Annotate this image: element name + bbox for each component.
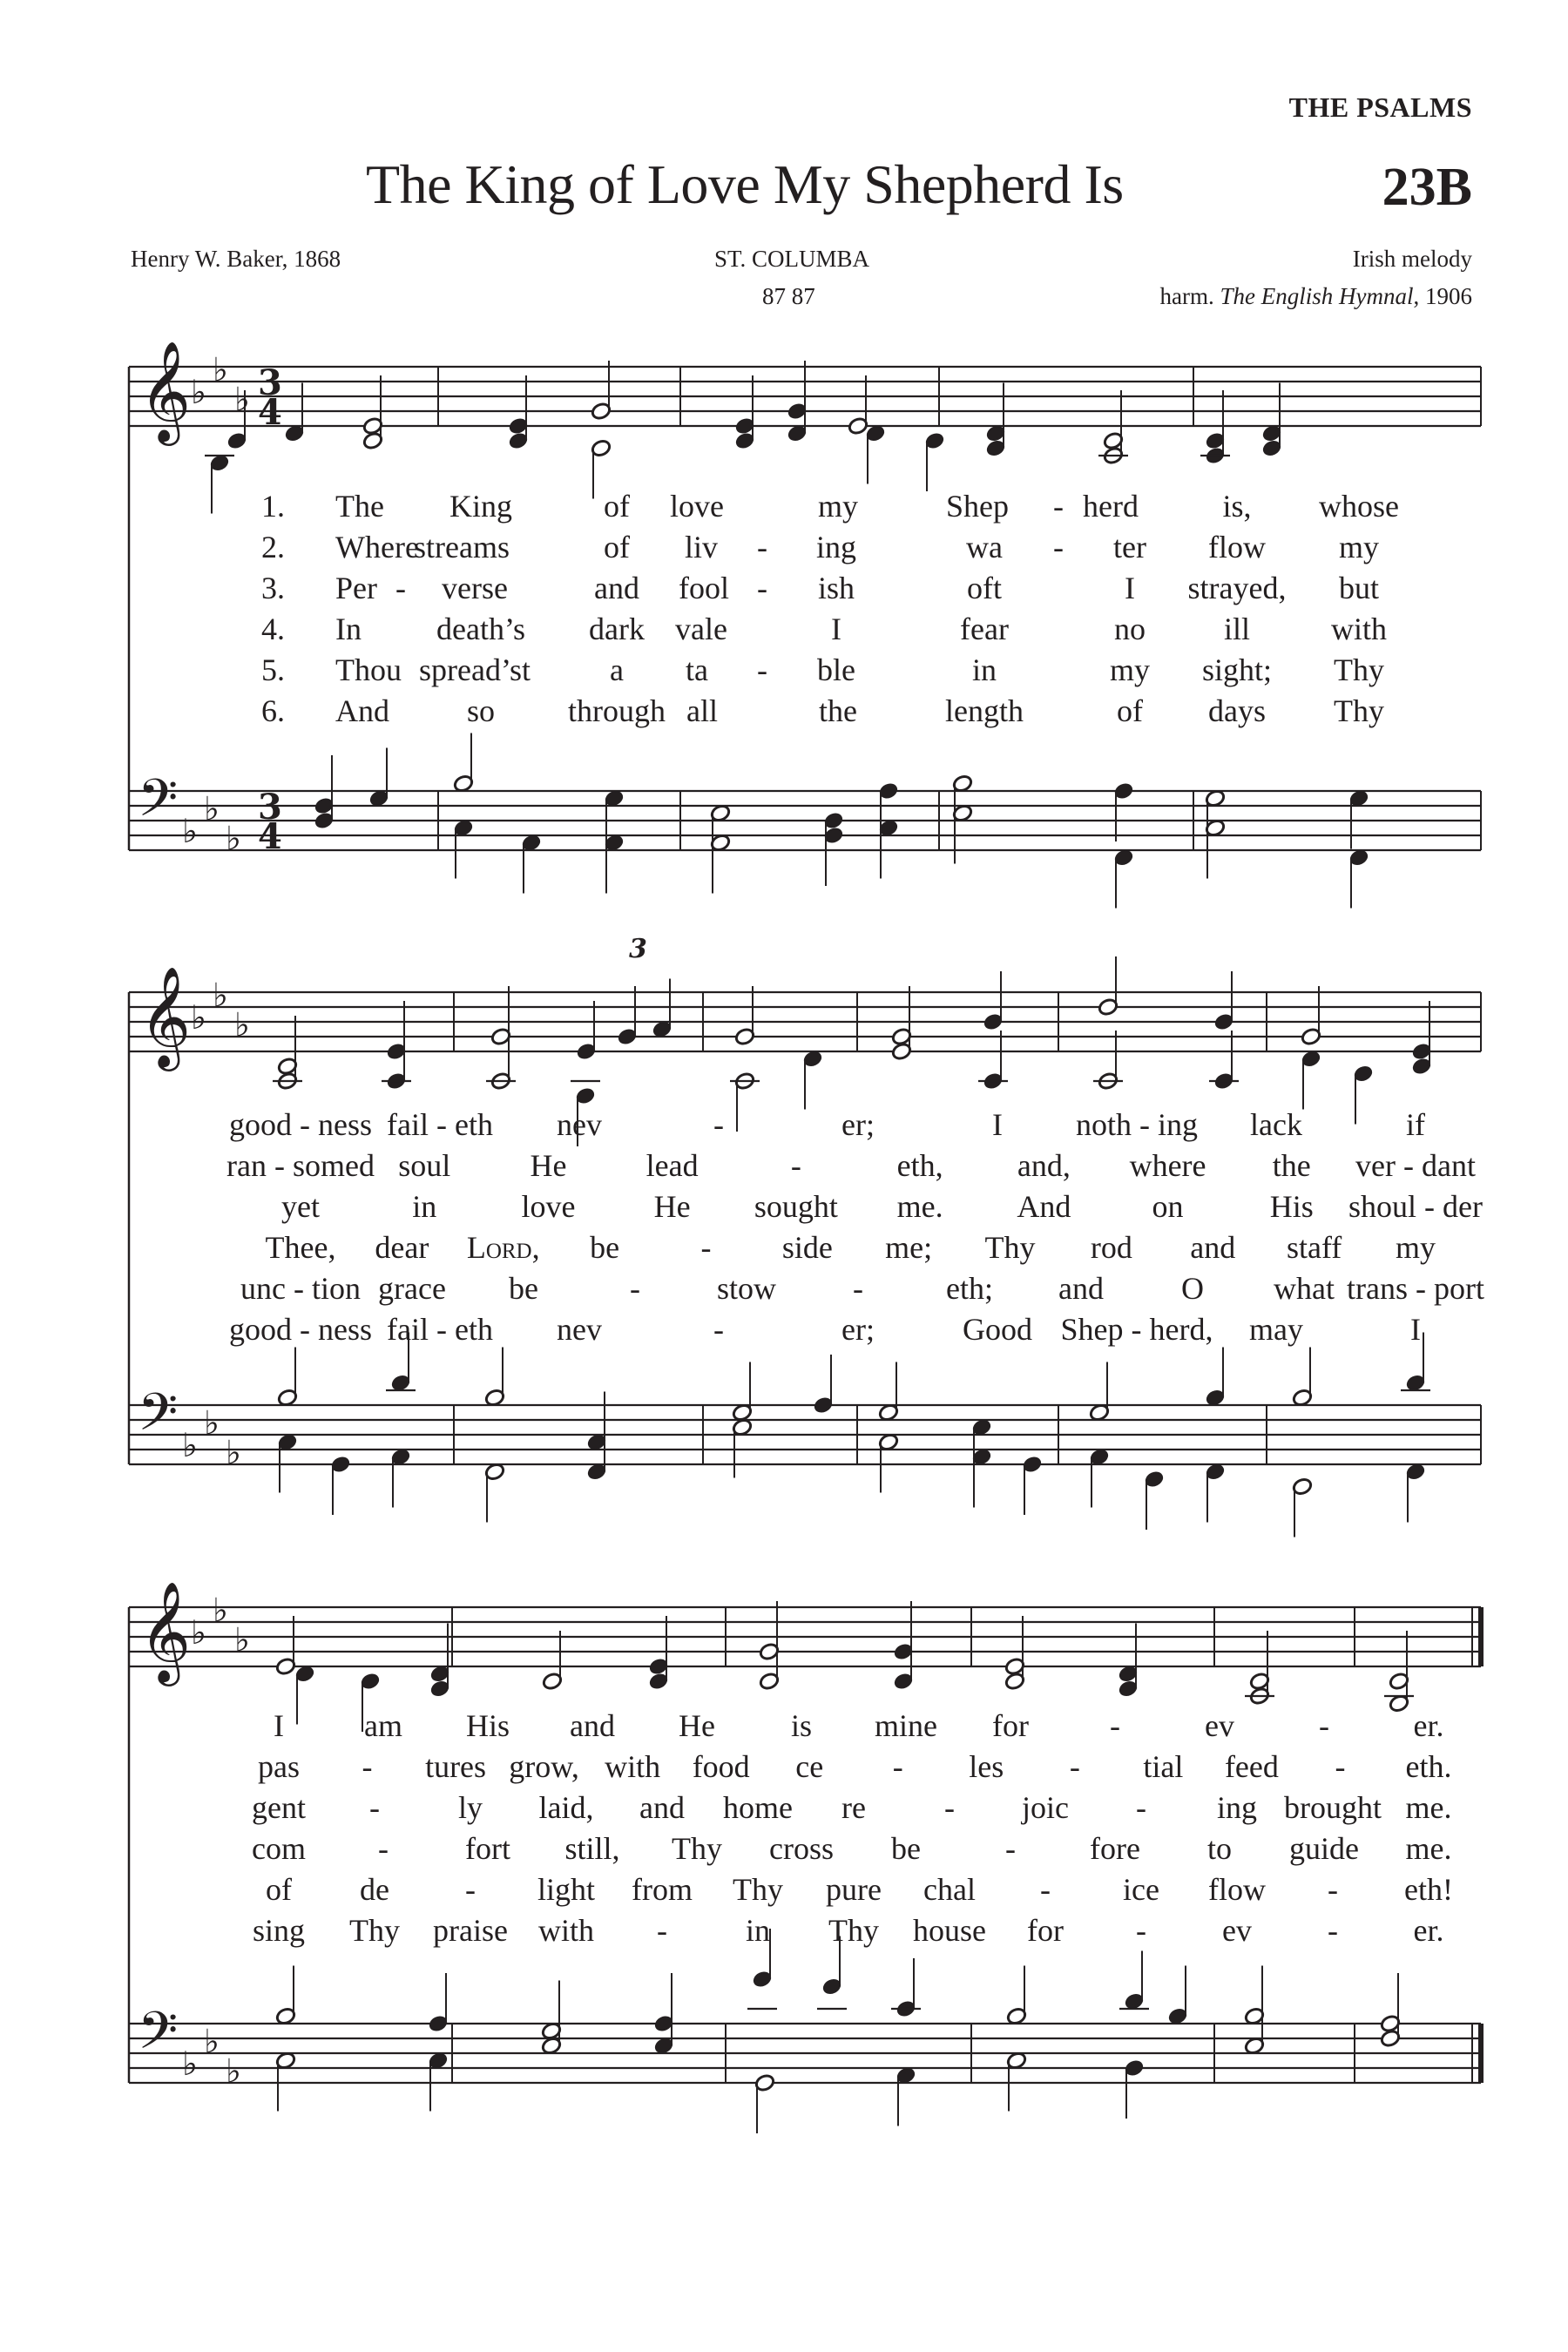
lyric-syllable: unc - tion bbox=[240, 1271, 361, 1306]
flat-icon: ♭ bbox=[182, 812, 198, 850]
text-author: Henry W. Baker, 1868 bbox=[131, 246, 341, 272]
lyric-syllable: on bbox=[1152, 1189, 1184, 1224]
lyric-syllable: eth! bbox=[1404, 1872, 1453, 1907]
time-signature: 3 bbox=[258, 787, 282, 828]
lyric-syllable: the bbox=[1272, 1148, 1311, 1183]
lyric-syllable: - bbox=[369, 1790, 380, 1825]
lyric-syllable: Thy bbox=[349, 1913, 400, 1948]
lyric-syllable: house bbox=[913, 1913, 986, 1948]
lyric-syllable: Thee, bbox=[265, 1230, 336, 1265]
lyric-syllable: ran - somed bbox=[226, 1148, 375, 1183]
lyric-syllable: stow bbox=[716, 1271, 777, 1306]
lyric-syllable: ly bbox=[457, 1790, 483, 1825]
lyric-syllable: light bbox=[537, 1872, 596, 1907]
lyric-syllable: ill bbox=[1223, 612, 1251, 646]
lyric-syllable: - bbox=[395, 571, 406, 605]
lyric-syllable: And bbox=[335, 693, 389, 728]
lyric-syllable: of bbox=[604, 530, 630, 564]
lyric-syllable: I bbox=[1125, 571, 1135, 605]
lyric-syllable: - bbox=[362, 1749, 373, 1784]
lyric-syllable: fail - eth bbox=[387, 1312, 493, 1347]
lyric-syllable: dear bbox=[375, 1230, 429, 1265]
lyric-syllable: Thy bbox=[1334, 693, 1384, 728]
lyric-syllable: and bbox=[594, 571, 639, 605]
lyric-syllable: all bbox=[686, 693, 718, 728]
flat-icon: ♭ bbox=[234, 1005, 250, 1044]
lyric-syllable: my bbox=[1338, 530, 1380, 564]
lyric-syllable: - bbox=[1005, 1831, 1016, 1866]
lyric-syllable: - bbox=[1040, 1872, 1051, 1907]
lyric-syllable: with bbox=[605, 1749, 661, 1784]
lyric-syllable: eth; bbox=[946, 1271, 993, 1306]
lyric-syllable: me. bbox=[1405, 1790, 1452, 1825]
lyric-syllable: eth. bbox=[1405, 1749, 1452, 1784]
flat-icon: ♭ bbox=[213, 1591, 228, 1630]
lyric-syllable: of bbox=[1117, 693, 1143, 728]
time-signature: 4 bbox=[258, 816, 282, 857]
lyric-syllable: of bbox=[604, 489, 630, 524]
lyric-syllable: soul bbox=[398, 1148, 451, 1183]
lyric-syllable: through bbox=[568, 693, 666, 728]
flat-icon: ♭ bbox=[182, 2044, 198, 2083]
lyric-syllable: of bbox=[266, 1872, 292, 1907]
lyric-syllable: and bbox=[639, 1790, 685, 1825]
lyric-syllable: - bbox=[892, 1749, 903, 1784]
lyric-syllable: ish bbox=[817, 571, 855, 605]
lyric-syllable: King bbox=[449, 489, 512, 524]
lyric-syllable: His bbox=[1269, 1189, 1314, 1224]
lyric-syllable: days bbox=[1208, 693, 1266, 728]
lyric-syllable: gent bbox=[252, 1790, 306, 1825]
lyric-syllable: good - ness bbox=[229, 1312, 372, 1347]
lyric-syllable: wa bbox=[966, 530, 1003, 564]
bass-clef-icon: 𝄢 bbox=[138, 2000, 179, 2073]
lyric-syllable: And bbox=[1017, 1189, 1071, 1224]
lyric-syllable: rod bbox=[1090, 1230, 1132, 1265]
lyric-syllable: and bbox=[1058, 1271, 1104, 1306]
lyric-syllable: liv bbox=[684, 530, 719, 564]
lyric-syllable: Shep bbox=[946, 489, 1009, 524]
lyric-syllable: ev bbox=[1222, 1913, 1252, 1948]
lyric-syllable: chal bbox=[923, 1872, 976, 1907]
lyric-syllable: love bbox=[521, 1189, 576, 1224]
meter: 87 87 bbox=[762, 283, 815, 309]
lyric-syllable: de bbox=[360, 1872, 389, 1907]
lyric-syllable: nev bbox=[557, 1312, 602, 1347]
lyric-syllable: and bbox=[1190, 1230, 1236, 1265]
lyric-syllable: - bbox=[700, 1230, 712, 1265]
lyric-syllable: Per bbox=[335, 571, 377, 605]
lyric-syllable: I bbox=[992, 1107, 1003, 1142]
lyric-syllable: I bbox=[274, 1708, 284, 1743]
bass-clef-icon: 𝄢 bbox=[138, 1382, 179, 1455]
flat-icon: ♭ bbox=[204, 2022, 220, 2061]
lyric-syllable: whose bbox=[1319, 489, 1399, 524]
tune-name: ST. COLUMBA bbox=[714, 246, 870, 272]
treble-clef-icon: 𝄞 bbox=[139, 340, 192, 442]
harm-prefix: harm. bbox=[1159, 283, 1220, 309]
lyric-syllable: - bbox=[790, 1148, 801, 1183]
lyric-syllable: strayed, bbox=[1187, 571, 1287, 605]
lyric-syllable: oft bbox=[967, 571, 1002, 605]
lyric-syllable: side bbox=[781, 1230, 833, 1265]
tuplet-label: 3 bbox=[629, 934, 647, 964]
lyric-syllable: if bbox=[1406, 1107, 1425, 1142]
lyric-syllable: - bbox=[657, 1913, 667, 1948]
lyric-syllable: my bbox=[1109, 652, 1151, 687]
time-signature: 4 bbox=[258, 392, 282, 433]
lyric-syllable: mine bbox=[875, 1708, 937, 1743]
lyric-syllable: pure bbox=[826, 1872, 882, 1907]
lyric-syllable: His bbox=[465, 1708, 510, 1743]
lyric-syllable: ter bbox=[1113, 530, 1146, 564]
lyric-syllable: I bbox=[831, 612, 841, 646]
lyric-syllable: Good bbox=[963, 1312, 1032, 1347]
lyric-syllable: grace bbox=[378, 1271, 446, 1306]
lyric-syllable: Lord, bbox=[466, 1230, 540, 1265]
lyric-syllable: what bbox=[1274, 1271, 1335, 1306]
lyric-syllable: herd bbox=[1083, 489, 1139, 524]
lyric-syllable: He bbox=[679, 1708, 715, 1743]
lyric-syllable: in bbox=[971, 652, 997, 687]
lyric-syllable: spread’st bbox=[419, 652, 531, 687]
lyric-syllable: and, bbox=[1017, 1148, 1071, 1183]
lyric-syllable: shoul - der bbox=[1348, 1189, 1483, 1224]
lyric-syllable: Thy bbox=[984, 1230, 1036, 1265]
lyric-syllable: in bbox=[412, 1189, 437, 1224]
lyric-syllable: grow, bbox=[509, 1749, 579, 1784]
lyric-syllable: good - ness bbox=[229, 1107, 372, 1142]
lyric-syllable: death’s bbox=[436, 612, 525, 646]
lyric-syllable: ev bbox=[1205, 1708, 1234, 1743]
lyric-syllable: - bbox=[713, 1312, 724, 1347]
lyric-syllable: - bbox=[757, 530, 767, 564]
lyric-syllable: length bbox=[945, 693, 1024, 728]
lyric-syllable: and bbox=[570, 1708, 615, 1743]
verse-number: 5. bbox=[261, 652, 285, 687]
verse-number: 1. bbox=[261, 489, 285, 524]
flat-icon: ♭ bbox=[234, 1620, 250, 1659]
verse-number: 6. bbox=[261, 693, 285, 728]
lyric-syllable: joic bbox=[1022, 1790, 1069, 1825]
lyric-syllable: - bbox=[378, 1831, 389, 1866]
lyric-syllable: - bbox=[1136, 1913, 1146, 1948]
lyric-syllable: ing bbox=[815, 530, 857, 564]
lyric-syllable: tial bbox=[1143, 1749, 1184, 1784]
lyric-syllable: - bbox=[1053, 489, 1064, 524]
lyric-syllable: me; bbox=[885, 1230, 933, 1265]
lyric-syllable: be bbox=[891, 1831, 921, 1866]
lyric-syllable: guide bbox=[1289, 1831, 1359, 1866]
flat-icon: ♭ bbox=[213, 350, 228, 389]
harm-year: , 1906 bbox=[1413, 283, 1472, 309]
time-signature: 3 bbox=[258, 362, 282, 403]
lyric-syllable: fear bbox=[960, 612, 1009, 646]
flat-icon: ♭ bbox=[191, 1613, 206, 1652]
flat-icon: ♭ bbox=[182, 1426, 198, 1464]
treble-clef-icon: 𝄞 bbox=[139, 965, 192, 1067]
lyric-syllable: The bbox=[335, 489, 384, 524]
tune-source: Irish melody bbox=[1352, 246, 1472, 272]
lyric-syllable: com bbox=[252, 1831, 306, 1866]
flat-icon: ♭ bbox=[204, 1403, 220, 1443]
lyric-syllable: fore bbox=[1090, 1831, 1140, 1866]
lyric-syllable: er; bbox=[841, 1312, 875, 1347]
lyric-syllable: me. bbox=[1405, 1831, 1452, 1866]
section-label: THE PSALMS bbox=[1288, 91, 1472, 123]
lyric-syllable: - bbox=[757, 652, 767, 687]
lyric-syllable: vale bbox=[675, 612, 727, 646]
lyric-syllable: ing bbox=[1216, 1790, 1258, 1825]
lyric-syllable: - bbox=[1069, 1749, 1080, 1784]
lyric-syllable: sing bbox=[252, 1913, 306, 1948]
lyric-syllable: er. bbox=[1413, 1708, 1444, 1743]
lyric-syllable: He bbox=[653, 1189, 691, 1224]
lyric-syllable: from bbox=[632, 1872, 693, 1907]
flat-icon: ♭ bbox=[213, 976, 228, 1015]
lyric-syllable: Thy bbox=[828, 1913, 879, 1948]
hymn-title: The King of Love My Shepherd Is bbox=[366, 153, 1124, 215]
lyric-syllable: trans - port bbox=[1347, 1271, 1484, 1306]
lyric-syllable: - bbox=[944, 1790, 955, 1825]
lyric-syllable: verse bbox=[442, 571, 508, 605]
lyric-syllable: be bbox=[590, 1230, 620, 1265]
lyric-syllable: laid, bbox=[538, 1790, 594, 1825]
lyric-syllable: pas bbox=[258, 1749, 300, 1784]
lyric-syllable: re bbox=[841, 1790, 866, 1825]
lyric-syllable: lack bbox=[1250, 1107, 1302, 1142]
lyric-syllable: ice bbox=[1123, 1872, 1159, 1907]
lyric-syllable: fool bbox=[679, 571, 729, 605]
lyric-syllable: praise bbox=[433, 1913, 508, 1948]
lyric-syllable: a bbox=[610, 652, 624, 687]
lyric-syllable: my bbox=[817, 489, 859, 524]
lyric-syllable: may bbox=[1249, 1312, 1303, 1347]
flat-icon: ♭ bbox=[191, 998, 206, 1037]
lyric-syllable: for bbox=[992, 1708, 1029, 1743]
lyric-syllable: - bbox=[1335, 1749, 1346, 1784]
lyric-syllable: for bbox=[1027, 1913, 1064, 1948]
flat-icon: ♭ bbox=[191, 373, 206, 411]
lyric-syllable: be bbox=[509, 1271, 538, 1306]
lyric-syllable: is, bbox=[1222, 489, 1252, 524]
lyric-syllable: nev bbox=[557, 1107, 602, 1142]
lyric-syllable: lead bbox=[645, 1148, 699, 1183]
bass-clef-icon: 𝄢 bbox=[138, 767, 179, 841]
lyric-syllable: Thy bbox=[672, 1831, 722, 1866]
lyric-syllable: cross bbox=[769, 1831, 834, 1866]
treble-clef-icon: 𝄞 bbox=[139, 1580, 192, 1682]
lyric-syllable: love bbox=[670, 489, 724, 524]
lyric-syllable: fail - eth bbox=[387, 1107, 493, 1142]
lyric-syllable: sight; bbox=[1201, 652, 1273, 687]
lyric-syllable: eth, bbox=[896, 1148, 943, 1183]
lyric-syllable: still, bbox=[564, 1831, 620, 1866]
lyric-syllable: In bbox=[335, 612, 362, 646]
lyric-syllable: no bbox=[1114, 612, 1146, 646]
flat-icon: ♭ bbox=[204, 789, 220, 828]
lyric-syllable: dark bbox=[589, 612, 645, 646]
lyric-syllable: - bbox=[1110, 1708, 1120, 1743]
harm-title: The English Hymnal bbox=[1220, 283, 1414, 309]
lyric-syllable: Where bbox=[335, 530, 419, 564]
lyric-syllable: - bbox=[853, 1271, 863, 1306]
verse-number: 2. bbox=[261, 530, 285, 564]
lyric-syllable: tures bbox=[425, 1749, 487, 1784]
lyric-syllable: - bbox=[713, 1107, 724, 1142]
hymn-number: 23B bbox=[1382, 158, 1472, 217]
lyric-syllable: with bbox=[1330, 612, 1388, 646]
lyric-syllable: sought bbox=[754, 1189, 838, 1224]
flat-icon: ♭ bbox=[226, 819, 241, 858]
lyric-syllable: noth - ing bbox=[1076, 1107, 1198, 1142]
lyric-syllable: O bbox=[1181, 1271, 1204, 1306]
lyric-syllable: er; bbox=[841, 1107, 875, 1142]
lyric-syllable: - bbox=[465, 1872, 476, 1907]
lyric-syllable: brought bbox=[1284, 1790, 1382, 1825]
lyric-syllable: with bbox=[537, 1913, 595, 1948]
lyric-syllable: Thou bbox=[335, 652, 402, 687]
lyric-syllable: les bbox=[969, 1749, 1004, 1784]
flat-icon: ♭ bbox=[226, 2051, 241, 2091]
lyric-syllable: food bbox=[692, 1749, 750, 1784]
flat-icon: ♭ bbox=[234, 380, 250, 419]
lyric-syllable: Thy bbox=[1334, 652, 1384, 687]
lyric-syllable: - bbox=[630, 1271, 640, 1306]
flat-icon: ♭ bbox=[226, 1433, 241, 1472]
lyric-syllable: er. bbox=[1413, 1913, 1444, 1948]
verse-number: 3. bbox=[261, 571, 285, 605]
lyric-syllable: staff bbox=[1286, 1230, 1342, 1265]
lyric-syllable: yet bbox=[281, 1189, 320, 1224]
lyric-syllable: the bbox=[819, 693, 857, 728]
lyric-syllable: - bbox=[1328, 1913, 1338, 1948]
lyric-syllable: ble bbox=[817, 652, 855, 687]
lyric-syllable: feed bbox=[1224, 1749, 1279, 1784]
lyric-syllable: ce bbox=[795, 1749, 824, 1784]
lyric-syllable: streams bbox=[414, 530, 510, 564]
lyric-syllable: fort bbox=[465, 1831, 510, 1866]
lyric-syllable: am bbox=[364, 1708, 402, 1743]
lyric-syllable: I bbox=[1410, 1312, 1421, 1347]
lyric-syllable: in bbox=[745, 1913, 771, 1948]
lyric-syllable: Thy bbox=[733, 1872, 783, 1907]
lyric-syllable: - bbox=[1328, 1872, 1338, 1907]
lyric-syllable: - bbox=[1319, 1708, 1329, 1743]
lyric-syllable: - bbox=[1053, 530, 1064, 564]
lyric-syllable: is bbox=[790, 1708, 813, 1743]
lyric-syllable: ver - dant bbox=[1355, 1148, 1476, 1183]
lyric-syllable: so bbox=[466, 693, 496, 728]
lyric-syllable: home bbox=[723, 1790, 793, 1825]
lyric-syllable: Shep - herd, bbox=[1060, 1312, 1213, 1347]
lyric-syllable: but bbox=[1338, 571, 1380, 605]
lyric-syllable: flow bbox=[1208, 1872, 1266, 1907]
lyric-syllable: - bbox=[757, 571, 767, 605]
lyric-syllable: my bbox=[1395, 1230, 1436, 1265]
lyric-syllable: ta bbox=[686, 652, 708, 687]
lyric-syllable: me. bbox=[896, 1189, 943, 1224]
lyric-syllable: where bbox=[1129, 1148, 1206, 1183]
lyric-syllable: He bbox=[530, 1148, 567, 1183]
verse-number: 4. bbox=[261, 612, 285, 646]
lyric-syllable: flow bbox=[1208, 530, 1266, 564]
lyric-syllable: to bbox=[1206, 1831, 1233, 1866]
lyric-syllable: - bbox=[1136, 1790, 1146, 1825]
